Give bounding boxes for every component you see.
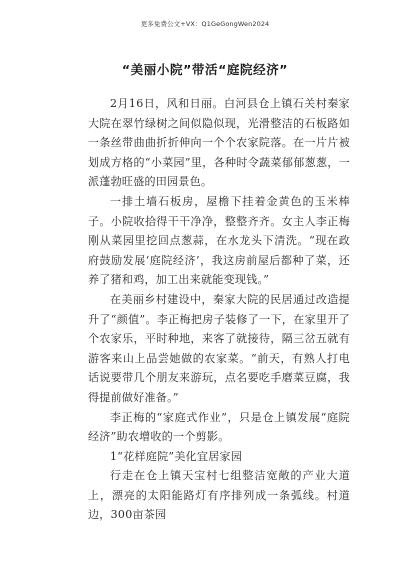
- paragraph-1: 2月16日，风和日丽。白河县仓上镇石关村秦家大院在翠竹绿树之间似隐似现，光滑整洁的石板路如一条丝带曲曲折折伸向一个个农家院落。在一片片被划成方格的“小菜园”里，各种时令蔬菜郁郁葱葱，一派蓬勃旺盛的田园景色。: [88, 97, 350, 189]
- paragraph-2: 一排土墙石板房，屋檐下挂着金黄色的玉米棒子。小院收拾得干干净净，整整齐齐。女主人李正梅刚从菜园里挖回点葱蒜，在水龙头下清洗。“现在政府鼓励发展‘庭院经济’，我这房前屋后都种了菜，还养了猪和鸡，加工出来就能变现钱。”: [88, 194, 350, 287]
- paragraph-5: 行走在仓上镇天宝村七组整洁宽敞的产业大道上，漂亮的太阳能路灯有序排列成一条弧线。村道边，300亩茶园: [88, 469, 350, 522]
- section-heading: 1“花样庭院”美化宜居家园: [110, 449, 243, 463]
- paragraph-3: 在美丽乡村建设中，秦家大院的民居通过改造提升了“颜值”。李正梅把房子装修了一下，在家里开了个农家乐，平时种地，来客了就接待，隔三岔五就有游客来山上品尝她做的农家菜。“前天，有熟人打电话说要带几个朋友来游玩，点名要吃手磨菜豆腐，我得提前做好准备。”: [88, 292, 350, 404]
- header-note: 更多免费公文+VX：Q1GeGongWen2024: [140, 20, 270, 28]
- paragraph-4: 李正梅的“家庭式作业”，只是仓上镇发展“庭院经济”助农增收的一个剪影。: [88, 410, 350, 444]
- article-body: [88, 94, 350, 525]
- article-title: “美丽小院”带活“庭院经济”: [121, 62, 289, 77]
